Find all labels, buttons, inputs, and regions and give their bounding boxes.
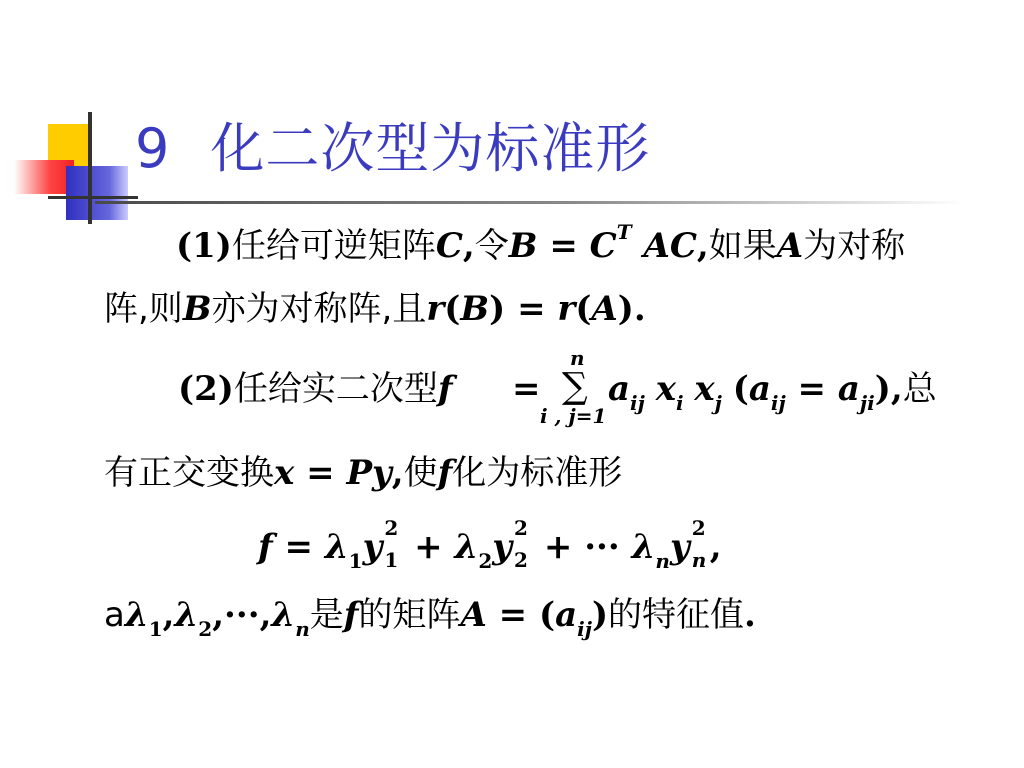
sub-n: n [295, 617, 310, 641]
title-number: 9 [135, 117, 171, 180]
period: . [744, 595, 756, 635]
supsub-n [690, 516, 710, 572]
p2-text-c: 有正交变换 [104, 453, 274, 493]
sym-B: B [182, 289, 212, 329]
sym-x: x [274, 453, 295, 493]
comma: , [391, 453, 404, 493]
sub-i: i [675, 391, 684, 415]
p2-text-b: 总 [902, 369, 937, 409]
sum-lower: i , j=1 [540, 404, 607, 428]
summation [540, 346, 610, 432]
sub-1: 1 [384, 548, 399, 572]
sym-y: y [362, 527, 383, 567]
comma: , [462, 226, 475, 266]
sym-f: f [437, 369, 453, 409]
sym-y: y [669, 527, 690, 567]
sym-A: A [776, 226, 804, 266]
p1-line2 [104, 289, 646, 329]
sym-B: B [508, 226, 538, 266]
p1-text-b: 令 [474, 226, 509, 266]
p2-text-d: 使 [403, 453, 438, 493]
sym-a: a [837, 369, 860, 409]
decor-horizontal-line [48, 196, 138, 199]
sym-x: x [694, 369, 715, 409]
sym-A: A [460, 595, 487, 635]
sub-ij: ij [770, 391, 786, 415]
comma-dots: ,···, [212, 595, 272, 635]
sigma-icon: ∑ [562, 366, 588, 407]
comma: , [709, 527, 722, 567]
equals: = [272, 527, 325, 567]
sym-f: f [258, 527, 273, 567]
p2-line2 [104, 453, 623, 493]
equals: = [294, 453, 347, 493]
sub-n: n [691, 548, 707, 572]
sym-a: a [748, 369, 771, 409]
sym-lambda: λ [324, 527, 349, 567]
paren: ( [575, 289, 592, 329]
sub-2: 2 [478, 549, 493, 573]
sym-f: f [437, 453, 453, 493]
p1-line1 [176, 220, 906, 266]
standard-form-formula [258, 516, 722, 573]
p1-text-a: 任给可逆矩阵 [231, 226, 436, 266]
sub-j: j [714, 391, 722, 415]
p1-text-f: 亦为对称阵,且 [211, 289, 427, 329]
sym-AC: AC [631, 226, 697, 266]
sym-A: A [591, 289, 618, 329]
sym-r: r [557, 289, 576, 329]
p2-text-a: 任给实二次型 [233, 369, 438, 409]
sym-C-transpose: C [589, 226, 617, 266]
sup-T: T [616, 220, 632, 244]
decor-vertical-line [88, 112, 92, 224]
p3-text-d: 的特征值 [608, 595, 745, 635]
plus: + [402, 527, 455, 567]
equals: = [537, 226, 590, 266]
p2-line1 [178, 369, 453, 409]
page-title [135, 117, 651, 180]
sub-2: 2 [198, 617, 213, 641]
supsub-1 [382, 516, 402, 572]
sym-lambda: λ [631, 527, 656, 567]
sym-lambda: λ [271, 595, 296, 635]
sym-x: x [655, 369, 676, 409]
plus-dots: + ··· [532, 527, 632, 567]
sup-2: 2 [384, 516, 399, 540]
sym-lambda: λ [454, 527, 479, 567]
p1-text-e: 阵,则 [104, 289, 183, 329]
p1-label: (1) [176, 226, 232, 266]
sym-lambda: λ [124, 595, 149, 635]
equals: = [785, 369, 838, 409]
paren-comma: ), [874, 369, 903, 409]
sum-upper: n [570, 346, 585, 370]
paren: ( [732, 369, 749, 409]
title-text: 化二次型为标准形 [210, 117, 651, 180]
equals: = [512, 369, 541, 409]
sym-lambda: λ [174, 595, 199, 635]
sub-ij: ij [630, 391, 645, 415]
sym-y: y [492, 527, 513, 567]
p2-text-e: 化为标准形 [452, 453, 623, 493]
p3-text-a: a [104, 595, 125, 635]
p2-line1-rest [608, 369, 937, 415]
sym-a: a [608, 369, 631, 409]
equals-paren: = ( [486, 595, 556, 635]
decor-red-square [14, 160, 74, 194]
p3-line [104, 595, 756, 641]
sym-a: a [555, 595, 578, 635]
sym-f: f [343, 595, 359, 635]
p1-text-c: 如果 [708, 226, 777, 266]
paren-equals: ) = [489, 289, 558, 329]
paren: ( [444, 289, 461, 329]
paren-period: ). [617, 289, 646, 329]
sub-n: n [655, 549, 670, 573]
decor-blue-square [66, 166, 128, 220]
sym-r: r [426, 289, 445, 329]
comma: , [162, 595, 175, 635]
p2-equals [512, 369, 541, 409]
sym-C: C [435, 226, 463, 266]
paren: ) [591, 595, 609, 635]
supsub-2 [512, 516, 532, 572]
sym-Py: Py [346, 453, 392, 493]
sub-2: 2 [514, 548, 528, 572]
p3-text-c: 的矩阵 [358, 595, 461, 635]
p1-text-d: 为对称 [803, 226, 906, 266]
sup-2: 2 [514, 516, 528, 540]
p2-label: (2) [178, 369, 234, 409]
sup-2: 2 [691, 516, 706, 540]
title-rule [95, 201, 965, 204]
comma: , [696, 226, 709, 266]
sub-ji: ji [859, 391, 875, 415]
sub-1: 1 [148, 617, 163, 641]
sub-1: 1 [348, 549, 363, 573]
sub-ij: ij [577, 617, 592, 641]
sym-B: B [460, 289, 490, 329]
p3-text-b: 是 [309, 595, 344, 635]
